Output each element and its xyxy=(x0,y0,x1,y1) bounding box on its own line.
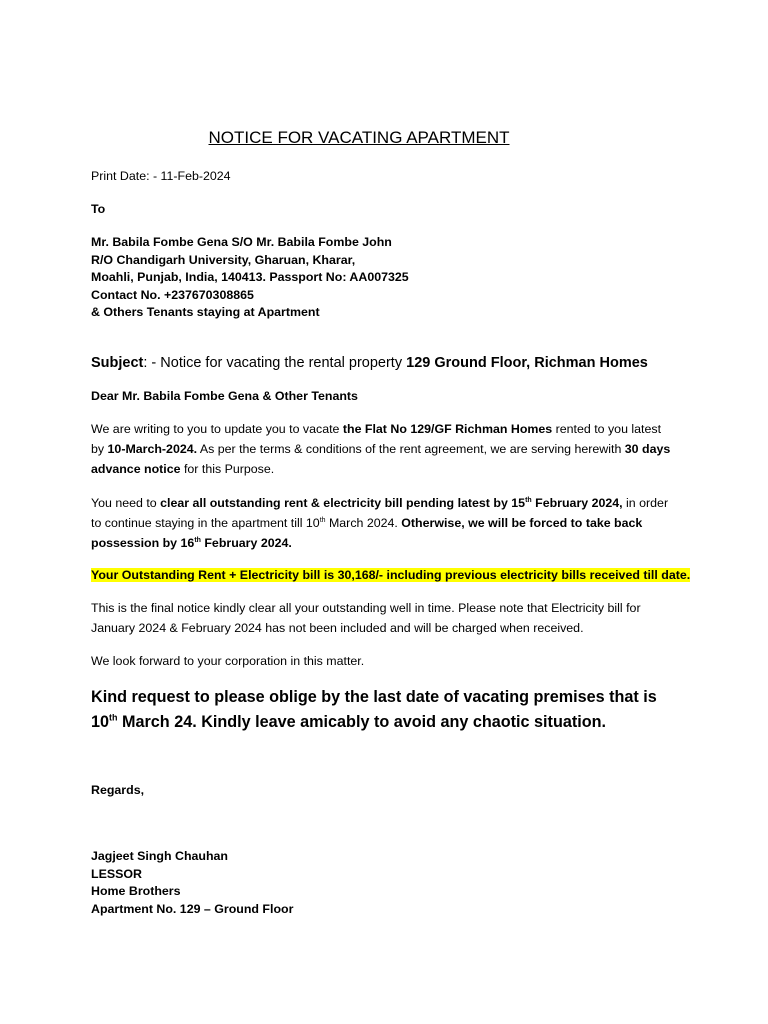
para2-sup-2: th xyxy=(319,516,326,524)
para1-notice: 30 days advance notice xyxy=(91,442,671,476)
kind-request-sup: th xyxy=(109,712,118,723)
recipient-line-3: Moahli, Punjab, India, 140413. Passport No: AA007325 xyxy=(91,270,409,284)
subject-property: 129 Ground Floor, Richman Homes xyxy=(406,355,648,371)
document-title: NOTICE FOR VACATING APARTMENT xyxy=(208,128,510,147)
paragraph-look-forward: We look forward to your corporation in this matter. xyxy=(91,654,365,668)
para1-text-1: We are writing to you to update you to vacate xyxy=(91,422,343,436)
signatory-company: Home Brothers xyxy=(91,884,181,898)
salutation: Dear Mr. Babila Fombe Gena & Other Tenants xyxy=(91,389,358,403)
para1-flat: the Flat No 129/GF Richman Homes xyxy=(342,422,553,436)
signatory-name: Jagjeet Singh Chauhan xyxy=(91,849,229,863)
paragraph-final-notice: This is the final notice kindly clear all your outstanding well in time. Please note that Electricity bill for January 2024 & February 2024 has not been included and will be charged when received. xyxy=(91,601,641,635)
para1-text-3: As per the terms & conditions of the rent agreement, we are serving herewith xyxy=(197,442,625,456)
signatory-role: LESSOR xyxy=(91,866,142,881)
to-label: To xyxy=(91,202,106,216)
para2-sup-3: th xyxy=(194,536,201,544)
recipient-line-5: & Others Tenants staying at Apartment xyxy=(91,305,320,319)
para2-feb: February 2024, xyxy=(531,496,623,510)
subject-line xyxy=(91,353,648,373)
subject-text: : - Notice for vacating the rental property xyxy=(143,355,407,371)
paragraph-vacate xyxy=(91,419,671,479)
para2-otherwise: Otherwise, we will be forced to take back possession by 16 xyxy=(91,516,643,550)
para1-date: 10-March-2024. xyxy=(107,442,198,456)
kind-request-text-2: March 24. Kindly leave amicably to avoid any chaotic situation. xyxy=(117,713,606,731)
para1-text-2: rented to you latest by xyxy=(91,422,662,456)
para2-text-2: in order to continue staying in the apartment till 10 xyxy=(91,496,669,530)
paragraph-outstanding xyxy=(91,493,671,553)
regards: Regards, xyxy=(91,783,145,797)
signatory-address: Apartment No. 129 – Ground Floor xyxy=(91,901,294,916)
outstanding-highlight: Your Outstanding Rent + Electricity bill is 30,168/- including previous electricity bills received till date. xyxy=(91,568,691,582)
print-date: Print Date: - 11-Feb-2024 xyxy=(91,169,231,183)
recipient-line-2: R/O Chandigarh University, Gharuan, Kharar, xyxy=(91,252,356,267)
para1-text-4: for this Purpose. xyxy=(180,462,275,476)
para2-possession-date: February 2024. xyxy=(200,536,292,550)
signature-block xyxy=(91,848,293,918)
para2-text-3: March 2024. xyxy=(325,516,402,530)
para2-clear: clear all outstanding rent & electricity bill pending latest by 15 xyxy=(160,496,526,510)
recipient-line-4: Contact No. +237670308865 xyxy=(91,287,254,302)
kind-request xyxy=(91,685,681,735)
recipient-line-1: Mr. Babila Fombe Gena S/O Mr. Babila Fombe John xyxy=(91,235,392,249)
outstanding-notice xyxy=(91,567,690,584)
recipient-address xyxy=(91,234,409,322)
para2-sup-1: th xyxy=(525,496,532,504)
para2-text-1: You need to xyxy=(91,496,161,510)
subject-label: Subject xyxy=(91,355,144,371)
kind-request-text-1: Kind request to please oblige by the last date of vacating premises that is 10 xyxy=(91,688,657,731)
